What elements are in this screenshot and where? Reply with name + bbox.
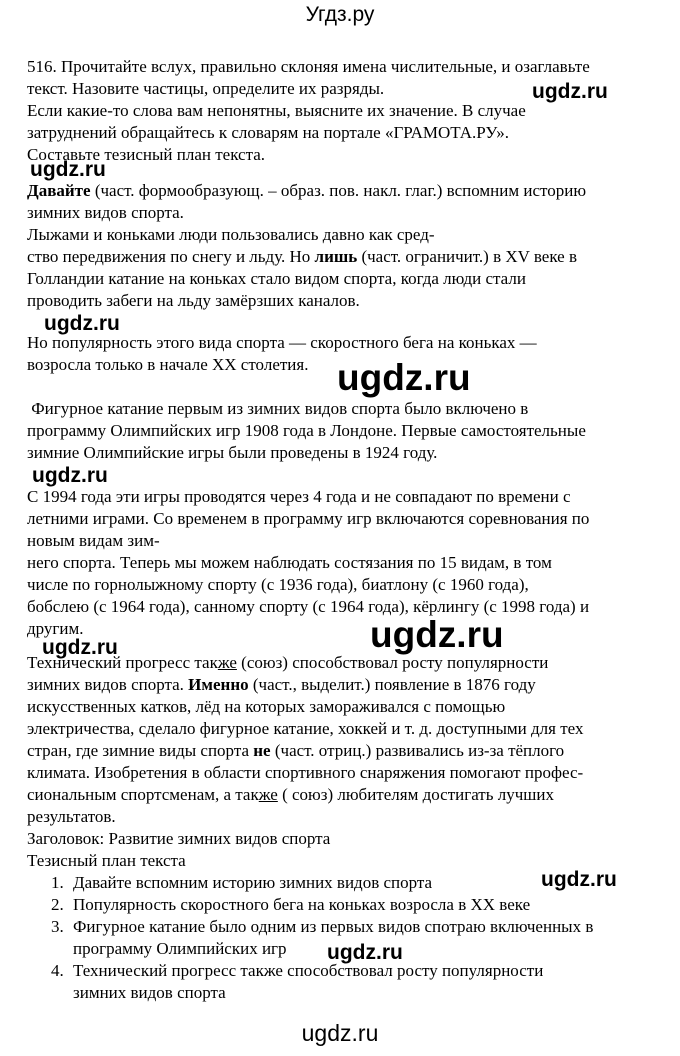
text-line: Фигурное катание первым из зимних видов спорта было включено в [27, 399, 529, 418]
text-line: зимних видов спорта [73, 983, 226, 1002]
underlined-conjunction: же [217, 653, 237, 672]
list-item [27, 894, 663, 916]
text-line: Составьте тезисный план текста. [27, 145, 266, 164]
text-line: Фигурное катание было одним из первых видов спотраю включенных в [73, 917, 594, 936]
watermark: ugdz.ru [42, 636, 118, 659]
text-line: зимние Олимпийские игры были проведены в 1924 году. [27, 443, 438, 462]
text-span: ство передвижения по снегу и льду. Но [27, 247, 315, 266]
list-number: 3. [51, 917, 64, 936]
text-line: текст. Назовите частицы, определите их разряды. [27, 79, 385, 98]
watermark: ugdz.ru [532, 80, 608, 103]
text-line: бобслею (с 1964 года), санному спорту (с 1964 года), кёрлингу (с 1998 года) и [27, 597, 590, 616]
task-text [27, 56, 663, 166]
text-line: Давайте вспомним историю зимних видов спорта [73, 873, 433, 892]
text-line [27, 740, 663, 762]
text-line: другим. [27, 619, 84, 638]
watermark: ugdz.ru [541, 868, 617, 891]
watermark: ugdz.ru [370, 614, 504, 655]
text-span: ( союз) любителям достигать лучших [277, 785, 554, 804]
watermark: ugdz.ru [32, 464, 108, 487]
text-span: (союз) способствовал росту популярности [236, 653, 549, 672]
text-line [27, 674, 663, 696]
text-line: программу Олимпийских игр [73, 939, 287, 958]
text-line: летними играми. Со временем в программу игр включаются соревнования по [27, 509, 590, 528]
text-span: (част., выделит.) появление в 1876 году [248, 675, 536, 694]
text-line: него спорта. Теперь мы можем наблюдать состязания по 15 видам, в том [27, 553, 552, 572]
text-line: новым видам зим- [27, 531, 160, 550]
text-line [27, 246, 663, 268]
text-span: сиональным спортсменам, а так [27, 785, 259, 804]
text-line: искусственных катков, лёд на которых замораживался с помощью [27, 697, 506, 716]
text-line: Технический прогресс также способствовал росту популярности [73, 961, 544, 980]
paragraph-1 [27, 180, 663, 312]
text-line: климата. Изобретения в области спортивного снаряжения помогают профес- [27, 763, 584, 782]
heading-line: Заголовок: Развитие зимних видов спорта [27, 829, 331, 848]
site-title: Угдз.ру [305, 3, 375, 26]
text-line [27, 784, 663, 806]
watermark: ugdz.ru [337, 357, 471, 398]
text-line: электричества, сделало фигурное катание, хоккей и т. д. доступными для тех [27, 719, 584, 738]
text-line: Но популярность этого вида спорта — скоростного бега на коньках — [27, 333, 537, 352]
text-span: зимних видов спорта. [27, 675, 189, 694]
text-line: Лыжами и коньками люди пользовались давно как сред- [27, 225, 435, 244]
plan-title: Тезисный план текста [27, 851, 186, 870]
list-number: 2. [51, 895, 64, 914]
bold-particle: Именно [188, 675, 249, 694]
list-item [27, 960, 663, 1004]
footer-site-name: ugdz.ru [301, 1020, 379, 1046]
paragraph-3 [27, 398, 663, 464]
watermark: ugdz.ru [44, 312, 120, 335]
text-line: 516. Прочитайте вслух, правильно склоняя имена числительные, и озаглавьте [27, 57, 590, 76]
text-span: (част. формообразующ. – образ. пов. накл. глаг.) вспомним историю [90, 181, 587, 200]
watermark: ugdz.ru [30, 158, 106, 181]
text-line: Если какие-то слова вам непонятны, выясните их значение. В случае [27, 101, 526, 120]
text-span: (част. отриц.) развивались из-за тёплого [270, 741, 565, 760]
text-line: проводить забеги на льду замёрзших каналов. [27, 291, 360, 310]
bold-particle: лишь [314, 247, 358, 266]
text-line: зимних видов спорта. [27, 203, 184, 222]
text-line [27, 180, 663, 202]
text-line: числе по горнолыжному спорту (с 1936 года), биатлону (с 1960 года), [27, 575, 529, 594]
paragraph-5 [27, 652, 663, 828]
text-line [27, 652, 663, 674]
text-span: Технический прогресс так [27, 653, 218, 672]
bold-particle: Давайте [27, 181, 91, 200]
bold-particle: не [253, 741, 271, 760]
document-body [27, 56, 663, 1004]
underlined-conjunction: же [258, 785, 278, 804]
text-span: (част. ограничит.) в XV веке в [357, 247, 577, 266]
text-line: С 1994 года эти игры проводятся через 4 года и не совпадают по времени с [27, 487, 571, 506]
text-line: затруднений обращайтесь к словарям на портале «ГРАМОТА.РУ». [27, 123, 510, 142]
list-number: 4. [51, 961, 64, 980]
list-number: 1. [51, 873, 64, 892]
text-line: программу Олимпийских игр 1908 года в Лондоне. Первые самостоятельные [27, 421, 586, 440]
text-line: Голландии катание на коньках стало видом спорта, когда люди стали [27, 269, 526, 288]
text-line: Популярность скоростного бега на коньках возросла в XX веке [73, 895, 531, 914]
paragraph-4 [27, 486, 663, 640]
text-span: стран, где зимние виды спорта [27, 741, 254, 760]
text-line: результатов. [27, 807, 116, 826]
watermark: ugdz.ru [327, 941, 403, 964]
text-line: возросла только в начале XX столетия. [27, 355, 309, 374]
